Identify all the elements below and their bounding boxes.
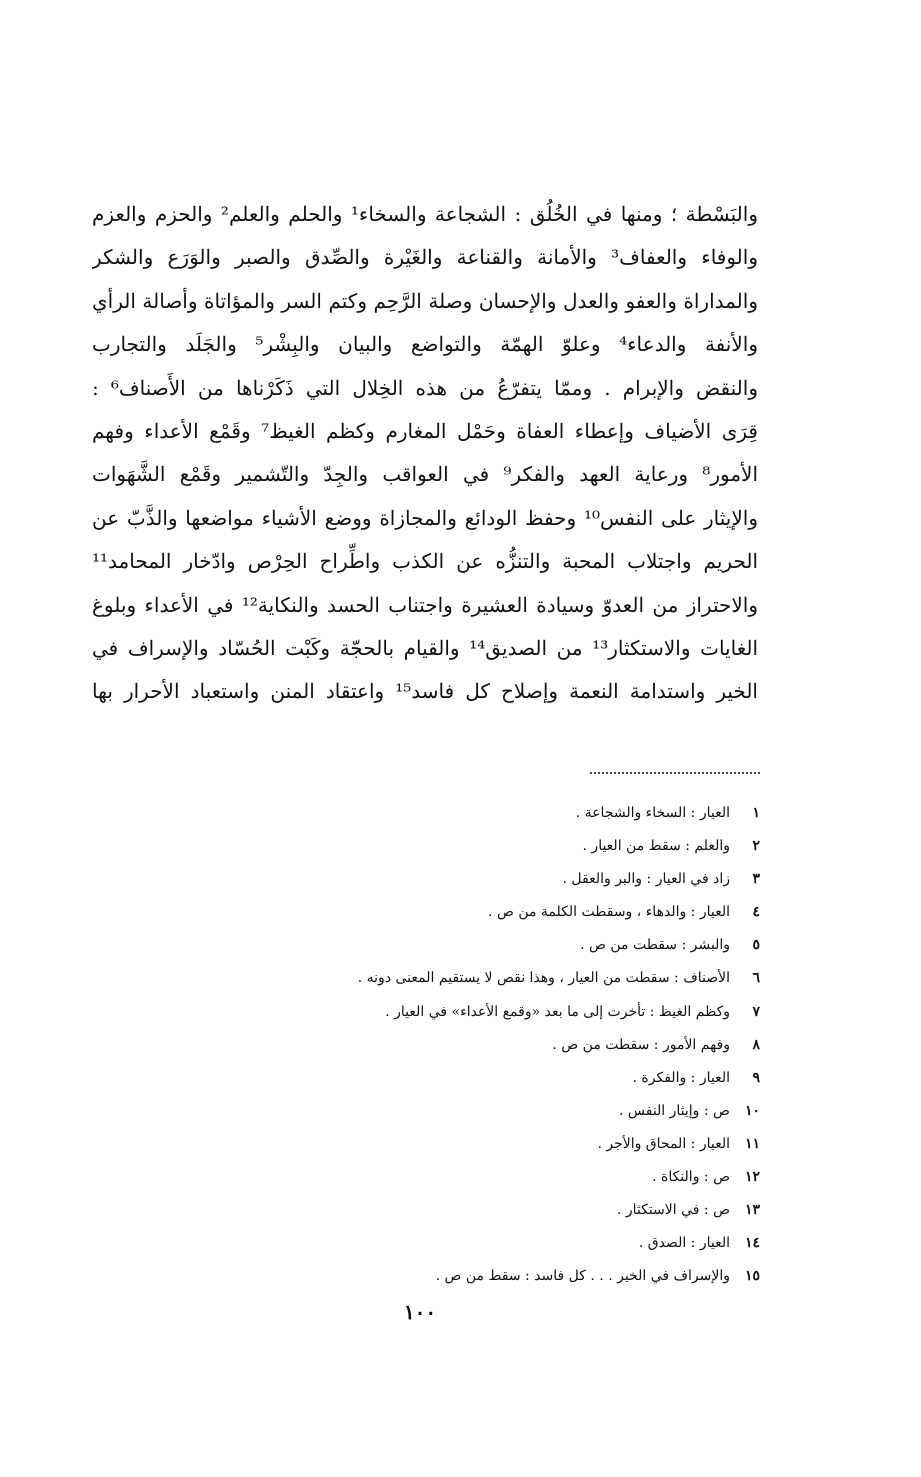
text-line: والمداراة والعفو والعدل والإحسان وصلة الرَّحِم وكتم السر والمؤاتاة وأصالة الرأي <box>92 288 758 313</box>
footnote <box>180 830 760 863</box>
main-text <box>92 193 758 714</box>
footnotes-list <box>180 797 760 1293</box>
footnote-number: ١٢ <box>744 1169 760 1186</box>
text-line: والأنفة والدعاء⁴ وعلوّ الهمّة والتواضع والبيان والبِشْر⁵ والجَلَد والتجارب <box>92 332 758 357</box>
footnote-separator <box>590 772 760 774</box>
footnote-text: والإسراف في الخير . . . كل فاسد : سقط من ص . <box>435 1268 730 1285</box>
footnote <box>180 1095 760 1128</box>
footnote-number: ٩ <box>752 1069 760 1086</box>
footnote-number: ٣ <box>752 871 760 888</box>
footnote <box>180 1062 760 1095</box>
footnote <box>180 1128 760 1161</box>
footnote-number: ٥ <box>752 937 760 954</box>
footnote <box>180 929 760 962</box>
footnote-number: ٧ <box>752 1003 760 1020</box>
text-line: والاحتراز من العدوّ وسيادة العشيرة واجتناب الحسد والنكاية¹² في الأعداء وبلوغ <box>92 592 758 617</box>
footnote <box>180 996 760 1029</box>
text-line: والنقض والإبرام . وممّا يتفرّعُ من هذه الخِلال التي ذَكَرْناها من الأَصناف⁶ : <box>92 375 758 400</box>
footnote-text: ص : والنكاة . <box>652 1169 730 1186</box>
footnote-text: والعلم : سقط من العيار . <box>582 838 730 855</box>
footnote-text: العيار : والفكرة . <box>632 1069 730 1086</box>
footnote-number: ١٤ <box>744 1235 760 1252</box>
footnote-text: وكظم الغيظ : تأخرت إلى ما بعد «وقمع الأعداء» في العيار . <box>385 1003 730 1020</box>
footnote <box>180 896 760 929</box>
footnote-text: ص : في الاستكثار . <box>616 1202 730 1219</box>
footnote-number: ١١ <box>744 1135 760 1152</box>
footnote-text: الأصناف : سقطت من العيار ، وهذا نقص لا يستقيم المعنى دونه . <box>357 970 730 987</box>
footnote-text: العيار : السخاء والشجاعة . <box>575 805 730 821</box>
text-line: الحريم واجتلاب المحبة والتنزُّه عن الكذب واطِّراح الحِرْص وادّخار المحامد¹¹ <box>92 549 758 574</box>
text-line: قِرَى الأضياف وإعطاء العفاة وحَمْل المغارم وكظم الغيظ⁷ وقَمْع الأعداء وفهم <box>92 418 758 443</box>
footnote-text: وفهم الأمور : سقطت من ص . <box>552 1036 730 1053</box>
footnote-number: ١٥ <box>744 1268 760 1285</box>
page-number: ١٠٠ <box>403 1300 437 1324</box>
footnote-number: ٢ <box>752 838 760 855</box>
footnote-text: زاد في العيار : والبر والعقل . <box>562 871 730 888</box>
text-line: والوفاء والعفاف³ والأمانة والقناعة والغَيْرة والصِّدق والصبر والوَرَع والشكر <box>92 245 758 270</box>
footnote <box>180 1194 760 1227</box>
text-line: الخير واستدامة النعمة وإصلاح كل فاسد¹⁵ واعتقاد المنن واستعباد الأحرار بها <box>92 679 758 704</box>
footnote-number: ١ <box>752 805 760 821</box>
footnote-text: العيار : المحاق والأجر . <box>597 1135 730 1152</box>
footnote-text: العيار : والدهاء ، وسقطت الكلمة من ص . <box>488 904 730 921</box>
footnote-text: والبشر : سقطت من ص . <box>580 937 730 954</box>
footnote-text: ص : وإيثار النفس . <box>618 1102 730 1119</box>
text-line: والبَسْطة ؛ ومنها في الخُلُق : الشجاعة والسخاء¹ والحلم والعلم² والحزم والعزم <box>92 202 758 226</box>
footnote-number: ٦ <box>752 970 760 987</box>
footnote-number: ٨ <box>752 1036 760 1053</box>
footnote <box>180 1260 760 1293</box>
footnote <box>180 863 760 896</box>
footnote-number: ١٠ <box>744 1102 760 1119</box>
text-line: الغايات والاستكثار¹³ من الصديق¹⁴ والقيام بالحجّة وكَبْت الحُسّاد والإسراف في <box>92 635 758 660</box>
footnote <box>180 1029 760 1062</box>
footnote <box>180 1227 760 1260</box>
text-line: الأمور⁸ ورعاية العهد والفكر⁹ في العواقب والجِدّ والتّشمير وقَمْع الشَّهَوات <box>92 462 758 487</box>
text-line: والإيثار على النفس¹⁰ وحفظ الودائع والمجازاة ووضع الأشياء مواضعها والذَّبّ عن <box>92 505 758 530</box>
footnote <box>180 962 760 995</box>
footnote-number: ١٣ <box>744 1202 760 1219</box>
footnote-number: ٤ <box>752 904 760 921</box>
footnote <box>180 1161 760 1194</box>
footnote <box>180 797 760 830</box>
footnote-text: العيار : الصدق . <box>638 1235 730 1252</box>
